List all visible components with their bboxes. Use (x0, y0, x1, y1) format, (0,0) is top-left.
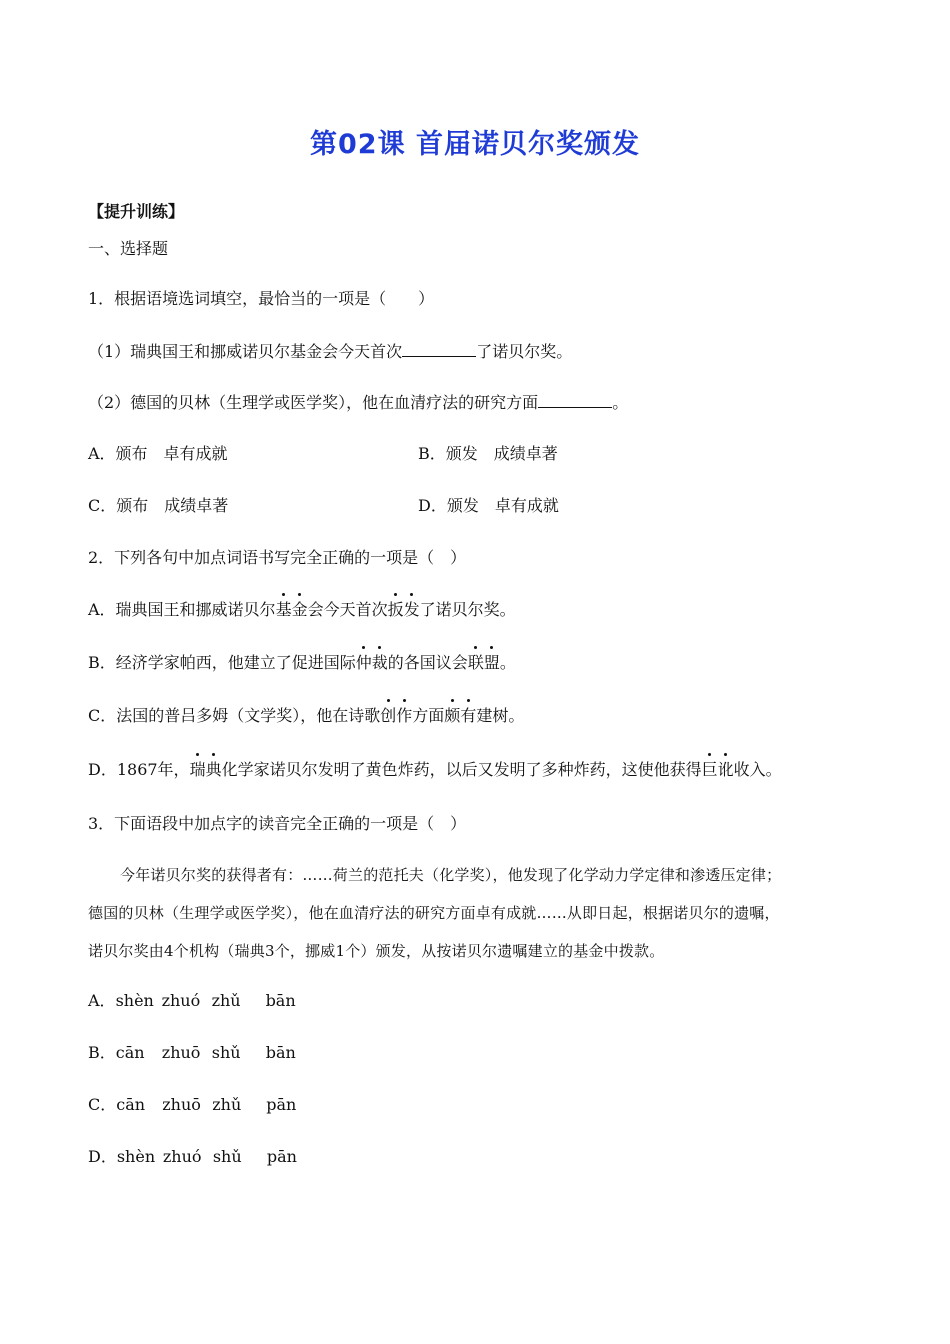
q2-d-post: 收入。 (733, 760, 782, 779)
q2-c-dotted-1 (380, 706, 412, 725)
q2-a-post: 了诺贝尔奖。 (419, 600, 516, 619)
q3-option-c (88, 1094, 312, 1116)
q2-b-post: 。 (499, 653, 516, 672)
emphasis-char: 基 (275, 600, 292, 619)
q1-option-c: C．颁布 成绩卓著 (88, 496, 229, 515)
q1-option-a: A．颁布 卓有成就 (88, 444, 228, 463)
q2-stem: 2．下列各句中加点词语书写完全正确的一项是（ ） (88, 548, 467, 567)
pinyin-reading: zhǔ (212, 1095, 242, 1114)
q2-option-c (88, 705, 524, 727)
q2-option-b (88, 652, 516, 674)
q1-s2-pre: （2）德国的贝林（生理学或医学奖），他在血清疗法的研究方面 (88, 393, 539, 412)
q2-option-d (88, 759, 782, 781)
pinyin-reading: cān (116, 1095, 146, 1114)
q2-c-mid: 方面 (412, 706, 445, 725)
q1-s1-post: 了诺贝尔奖。 (476, 342, 573, 361)
q3-option-b (88, 1042, 312, 1064)
q2-option-a (88, 599, 516, 621)
q2-d-dotted-1 (190, 760, 222, 779)
emphasis-char: 颇 (444, 706, 461, 725)
pinyin-reading: shǔ (211, 1043, 241, 1062)
section-tag: 【提升训练】 (88, 202, 185, 221)
q3-option-a (88, 990, 312, 1012)
emphasis-char: 创 (380, 706, 397, 725)
pinyin-reading: zhǔ (211, 991, 241, 1010)
emphasis-char: 金 (291, 600, 308, 619)
emphasis-char: 有 (460, 706, 477, 725)
q1-blank-2 (538, 391, 612, 408)
q2-d-pre: D．1867年， (88, 760, 190, 779)
option-label: D． (88, 1147, 117, 1166)
q1-option-d: D．颁发 卓有成就 (418, 496, 559, 515)
pinyin-reading: shèn (116, 1147, 156, 1166)
emphasis-char: 作 (396, 706, 413, 725)
pinyin-reading: zhuó (162, 1147, 202, 1166)
pinyin-reading: cān (115, 1043, 145, 1062)
pinyin-reading: bān (265, 1043, 296, 1062)
q1-option-b: B．颁发 成绩卓著 (418, 444, 558, 463)
emphasis-char: 巨 (701, 760, 718, 779)
q2-a-dotted-1 (276, 600, 308, 619)
emphasis-char: 典 (205, 760, 222, 779)
q2-d-mid: 化学家诺贝尔发明了黄色炸药，以后又发明了多种炸药，这使他获得 (221, 760, 702, 779)
pinyin-reading: shèn (115, 991, 154, 1010)
emphasis-char: 瑞 (189, 760, 206, 779)
emphasis-char: 发 (403, 600, 420, 619)
q1-stem: 1．根据语境选词填空，最恰当的一项是（ ） (88, 289, 435, 308)
section-type: 一、选择题 (88, 239, 169, 258)
emphasis-char: 讹 (717, 760, 734, 779)
pinyin-reading: zhuō (161, 1043, 201, 1062)
q2-b-pre: B．经济学家帕西，他建立了促进国际 (88, 653, 356, 672)
q1-sentence-2 (88, 391, 628, 414)
emphasis-char: 扳 (387, 600, 404, 619)
q1-blank-1 (402, 340, 476, 357)
q2-b-mid: 的各国议会 (387, 653, 468, 672)
q3-passage-line-2: 德国的贝林（生理学或医学奖），他在血清疗法的研究方面卓有成就……从即日起，根据诺贝尔的遗嘱， (88, 904, 780, 922)
q3-stem: 3．下面语段中加点字的读音完全正确的一项是（ ） (88, 814, 467, 833)
option-label: A． (88, 991, 116, 1010)
pinyin-reading: zhuó (161, 991, 201, 1010)
q2-b-dotted-1 (356, 653, 388, 672)
pinyin-reading: pān (266, 1147, 297, 1166)
q2-a-dotted-2 (388, 600, 420, 619)
q2-d-dotted-2 (702, 760, 734, 779)
q2-b-dotted-2 (468, 653, 500, 672)
page-title: 第02课 首届诺贝尔奖颁发 (310, 129, 640, 160)
q3-passage-line-3: 诺贝尔奖由4个机构（瑞典3个，挪威1个）颁发，从按诺贝尔遗嘱建立的基金中拨款。 (88, 942, 665, 960)
q1-s2-post: 。 (612, 393, 629, 412)
option-label: C． (88, 1095, 117, 1114)
q1-sentence-1 (88, 340, 572, 363)
emphasis-char: 仲 (355, 653, 372, 672)
emphasis-char: 联 (467, 653, 484, 672)
option-label: B． (88, 1043, 116, 1062)
pinyin-reading: pān (266, 1095, 297, 1114)
emphasis-char: 裁 (371, 653, 388, 672)
pinyin-reading: shǔ (212, 1147, 242, 1166)
q2-a-pre: A．瑞典国王和挪威诺贝尔 (88, 600, 276, 619)
q2-c-pre: C．法国的普吕多姆（文学奖），他在诗歌 (88, 706, 381, 725)
emphasis-char: 盟 (483, 653, 500, 672)
q3-passage-line-1: 今年诺贝尔奖的获得者有：……荷兰的范托夫（化学奖），他发现了化学动力学定律和渗透压定律； (120, 866, 782, 884)
q3-option-d (88, 1146, 313, 1168)
q2-c-post: 建树。 (476, 706, 525, 725)
pinyin-reading: bān (265, 991, 296, 1010)
q2-c-dotted-2 (444, 706, 476, 725)
q2-a-mid: 会今天首次 (307, 600, 388, 619)
q1-s1-pre: （1）瑞典国王和挪威诺贝尔基金会今天首次 (88, 342, 403, 361)
pinyin-reading: zhuō (162, 1095, 201, 1114)
